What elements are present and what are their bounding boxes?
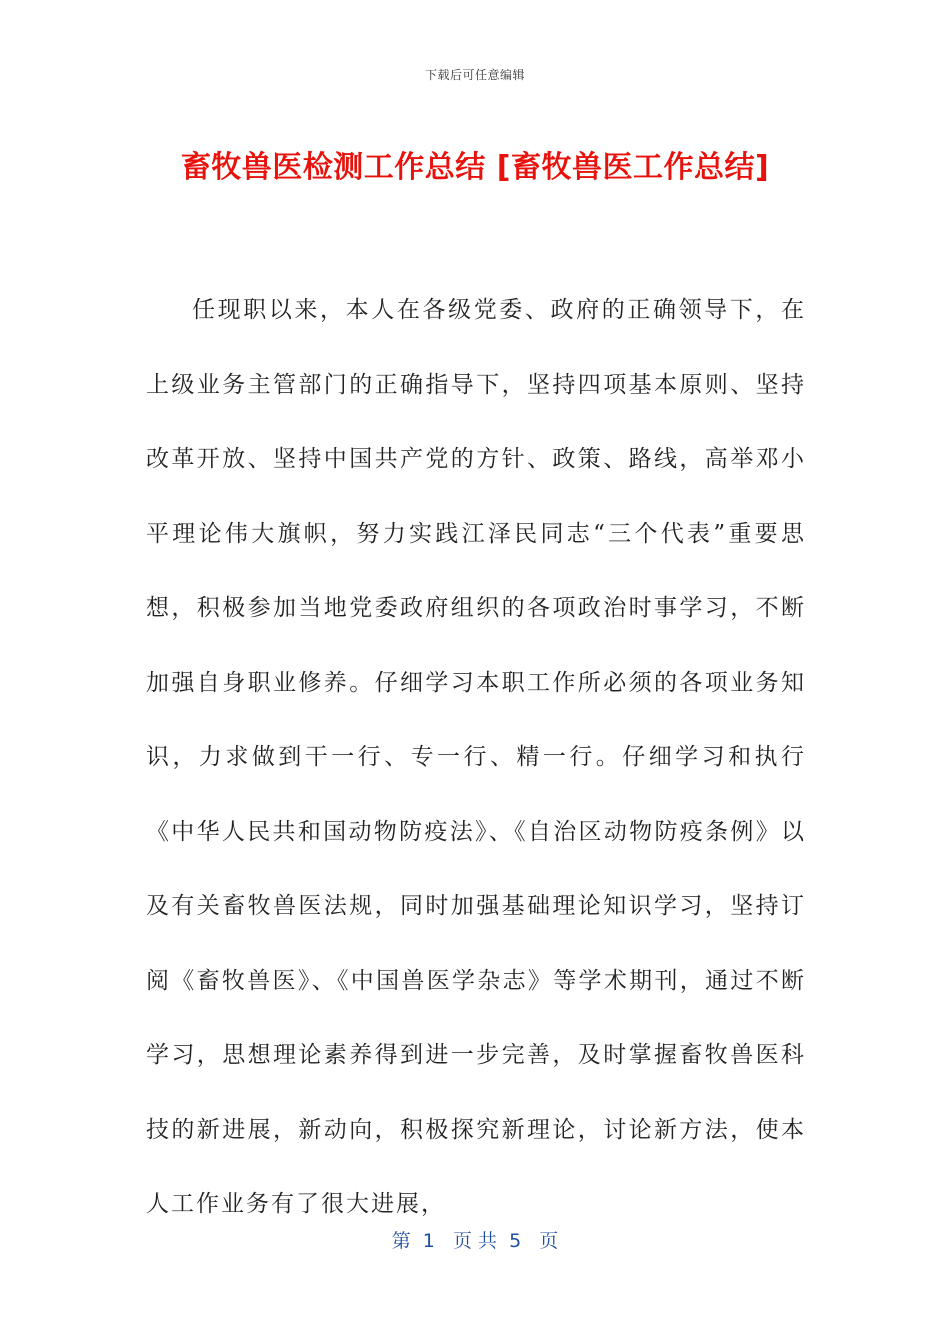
page-number-footer: 第 1 页 共 5 页 xyxy=(391,1230,559,1252)
document-title: 畜牧兽医检测工作总结 [畜牧兽医工作总结] xyxy=(180,150,770,185)
download-note: 下载后可任意编辑 xyxy=(424,68,525,82)
body-paragraph: 任现职以来，本人在各级党委、政府的正确领导下，在上级业务主管部门的正确指导下，坚持四项基本原则、坚持改革开放、坚持中国共产党的方针、政策、路线，高举邓小平理论伟大旗帜，努力实践江泽民同志“三个代表”重要思想，积极参加当地党委政府组织的各项政治时事学习，不断加强自身职业修养。仔细学习本职工作所必须的各项业务知识，力求做到干一行、专一行、精一行。仔细学习和执行《中华人民共和国动物防疫法》、《自治区动物防疫条例》以及有关畜牧兽医法规，同时加强基础理论知识学习，坚持订阅《畜牧兽医》、《中国兽医学杂志》等学术期刊，通过不断学习，思想理论素养得到进一步完善，及时掌握畜牧兽医科技的新进展，新动向，积极探究新理论，讨论新方法，使本人工作业务有了很大进展， xyxy=(146,297,806,1217)
